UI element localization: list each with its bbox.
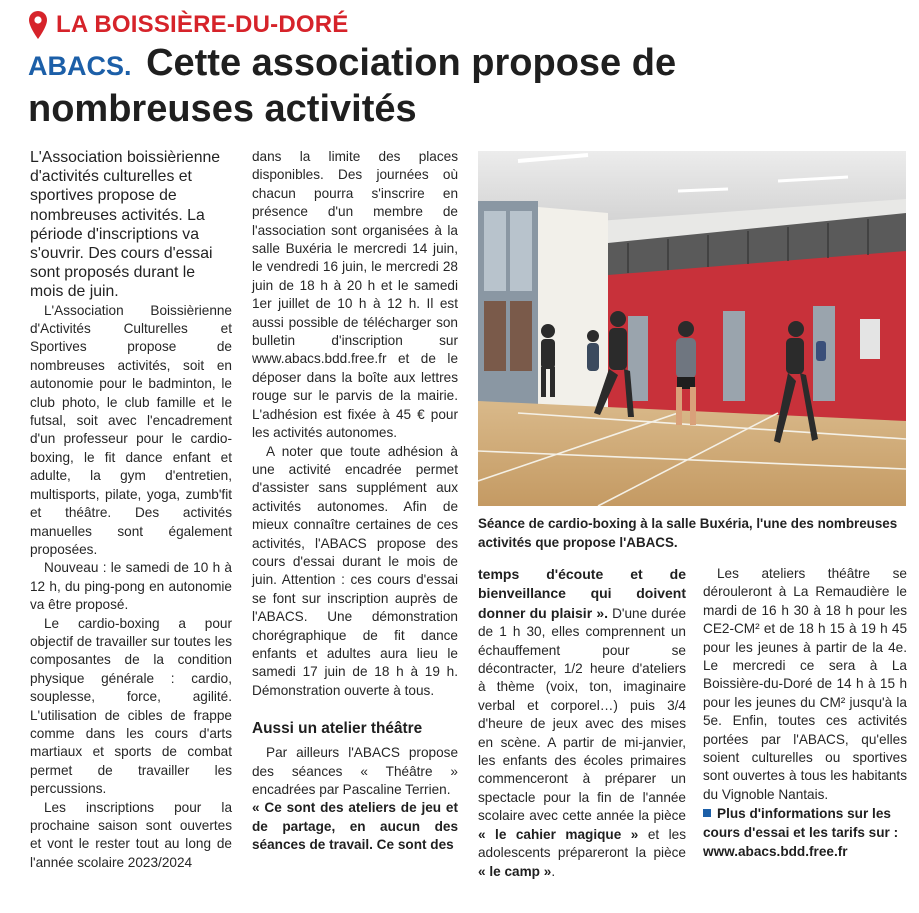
body-paragraph: L'Association Boissièrienne d'Activités Culturelles et Sportives propose de nombreuses activités, soit en autonomie pour le badminton, le club photo, le club famille et le futsal, soit avec l'encadrement d'un professeur pour le cardio-boxing, le fit dance enfant et adulte, la gym d'entretien, multisports, pilate, yoga, zumb'fit et théâtre. Des activités manuelles sont également proposées. <box>30 302 232 557</box>
play-title: « le cahier magique » <box>478 826 639 842</box>
article-column-3 <box>478 565 686 881</box>
body-paragraph: dans la limite des places disponibles. Des journées où chacun pourra s'inscrire en présence d'un membre de l'association sont organisées à la salle Buxéria le mercredi 14 juin, le vendredi 16 juin, le mercredi 28 juin de 18 h à 20 h et le samedi 1er juillet de 10 h à 12 h. Il est aussi possible de télécharger son bulletin d'inscription sur www.abacs.bdd.free.fr et de le déposer dans la boîte aux lettres rouge sur le parvis de la mairie. L'adhésion est fixée à 45 € pour les activités autonomes. <box>252 149 458 441</box>
article-column-2 <box>252 148 458 855</box>
map-pin-icon <box>28 10 48 40</box>
body-text: D'une durée de 1 h 30, elles comprennent un échauffement pour se décontracter, 1/2 heure d'ateliers à thème (voix, ton, imaginaire verbal et corporel…) puis 3/4 d'heure de jeux avec des mises en scène. A partir de mi-janvier, les enfants des écoles primaires commenceront à préparer un spectacle pour la fin de l'année scolaire avec cette année la pièce <box>478 605 687 824</box>
photo-caption: Séance de cardio-boxing à la salle Buxéria, l'une des nombreuses activités que propose l'ABACS. <box>478 516 898 550</box>
article-photo <box>478 151 906 506</box>
location-name: LA BOISSIÈRE-DU-DORÉ <box>56 11 349 38</box>
body-paragraph: Nouveau : le samedi de 10 h à 12 h, du ping-pong en autonomie va être proposé. <box>30 560 232 613</box>
body-paragraph: A noter que toute adhésion à une activité encadrée permet d'assister sans supplément aux activités autonomes. Afin de mieux connaître certaines de ces activités, l'ABACS propose des cours d'essai durant le mois de juin. Attention : ces cours d'essai se font sur inscription auprès de l'ABACS. Une démonstration chorégraphique de fit dance enfants et adultes aura lieu le samedi 17 juin de 18 h à 19 h. Démonstration ouverte à tous. <box>252 443 458 698</box>
quote-continuation: temps d'écoute et de bienveillance qui doivent donner du plaisir ». <box>478 566 686 621</box>
article-headline <box>28 42 908 131</box>
info-square-icon <box>703 809 711 817</box>
body-text: et les adolescents prépareront la pièce <box>478 826 687 861</box>
article-lead: L'Association boissièrienne d'activités culturelles et sportives propose de nombreuses activités. La période d'inscriptions va s'ouvrir. Des cours d'essai sont proposés durant le mois de juin. <box>30 149 221 301</box>
info-text: Plus d'informations sur les cours d'essai et les tarifs sur : www.abacs.bdd.free.fr <box>703 806 899 860</box>
body-paragraph <box>478 565 686 881</box>
headline-title: Cette association propose de nombreuses activités <box>28 42 677 130</box>
body-paragraph: Par ailleurs l'ABACS propose des séances « Théâtre » encadrées par Pascaline Terrien. <box>252 745 458 797</box>
body-paragraph: Les ateliers théâtre se dérouleront à La Remaudière le mardi de 16 h 30 à 18 h pour les CE2-CM² et de 18 h 15 à 19 h 45 pour les jeunes à partir de la 4e. Le mercredi ce sera à La Boissière-du-Doré de 14 h à 15 h pour les jeunes du CM² jusqu'à la 5e. Enfin, toutes ces activités portées par l'ABACS, qu'elles soient culturelles ou sportives sont ouvertes à tous les habitants du Vignoble Nantais. <box>703 566 907 802</box>
headline-tag: ABACS. <box>28 51 132 81</box>
body-text: . <box>551 863 556 879</box>
location-kicker <box>28 8 348 42</box>
section-subheading: Aussi un atelier théâtre <box>252 720 423 738</box>
play-title: « le camp » <box>478 863 552 879</box>
body-paragraph: Les inscriptions pour la prochaine saison sont ouvertes et vont le rester tout au long de l'année scolaire 2023/2024 <box>30 799 232 870</box>
article-column-1 <box>30 148 232 872</box>
body-paragraph: Le cardio-boxing a pour objectif de travailler sur toutes les composantes de la condition physique générale : cardio, souplesse, force, agilité. L'utilisation de cibles de frappe comme dans les cours d'arts martiaux et sports de combat permet de travailler les percussions. <box>30 615 232 797</box>
article-column-4 <box>703 565 907 861</box>
info-box <box>703 804 907 861</box>
quote-paragraph: « Ce sont des ateliers de jeu et de partage, en aucun des séances de travail. Ce sont des <box>252 800 458 853</box>
